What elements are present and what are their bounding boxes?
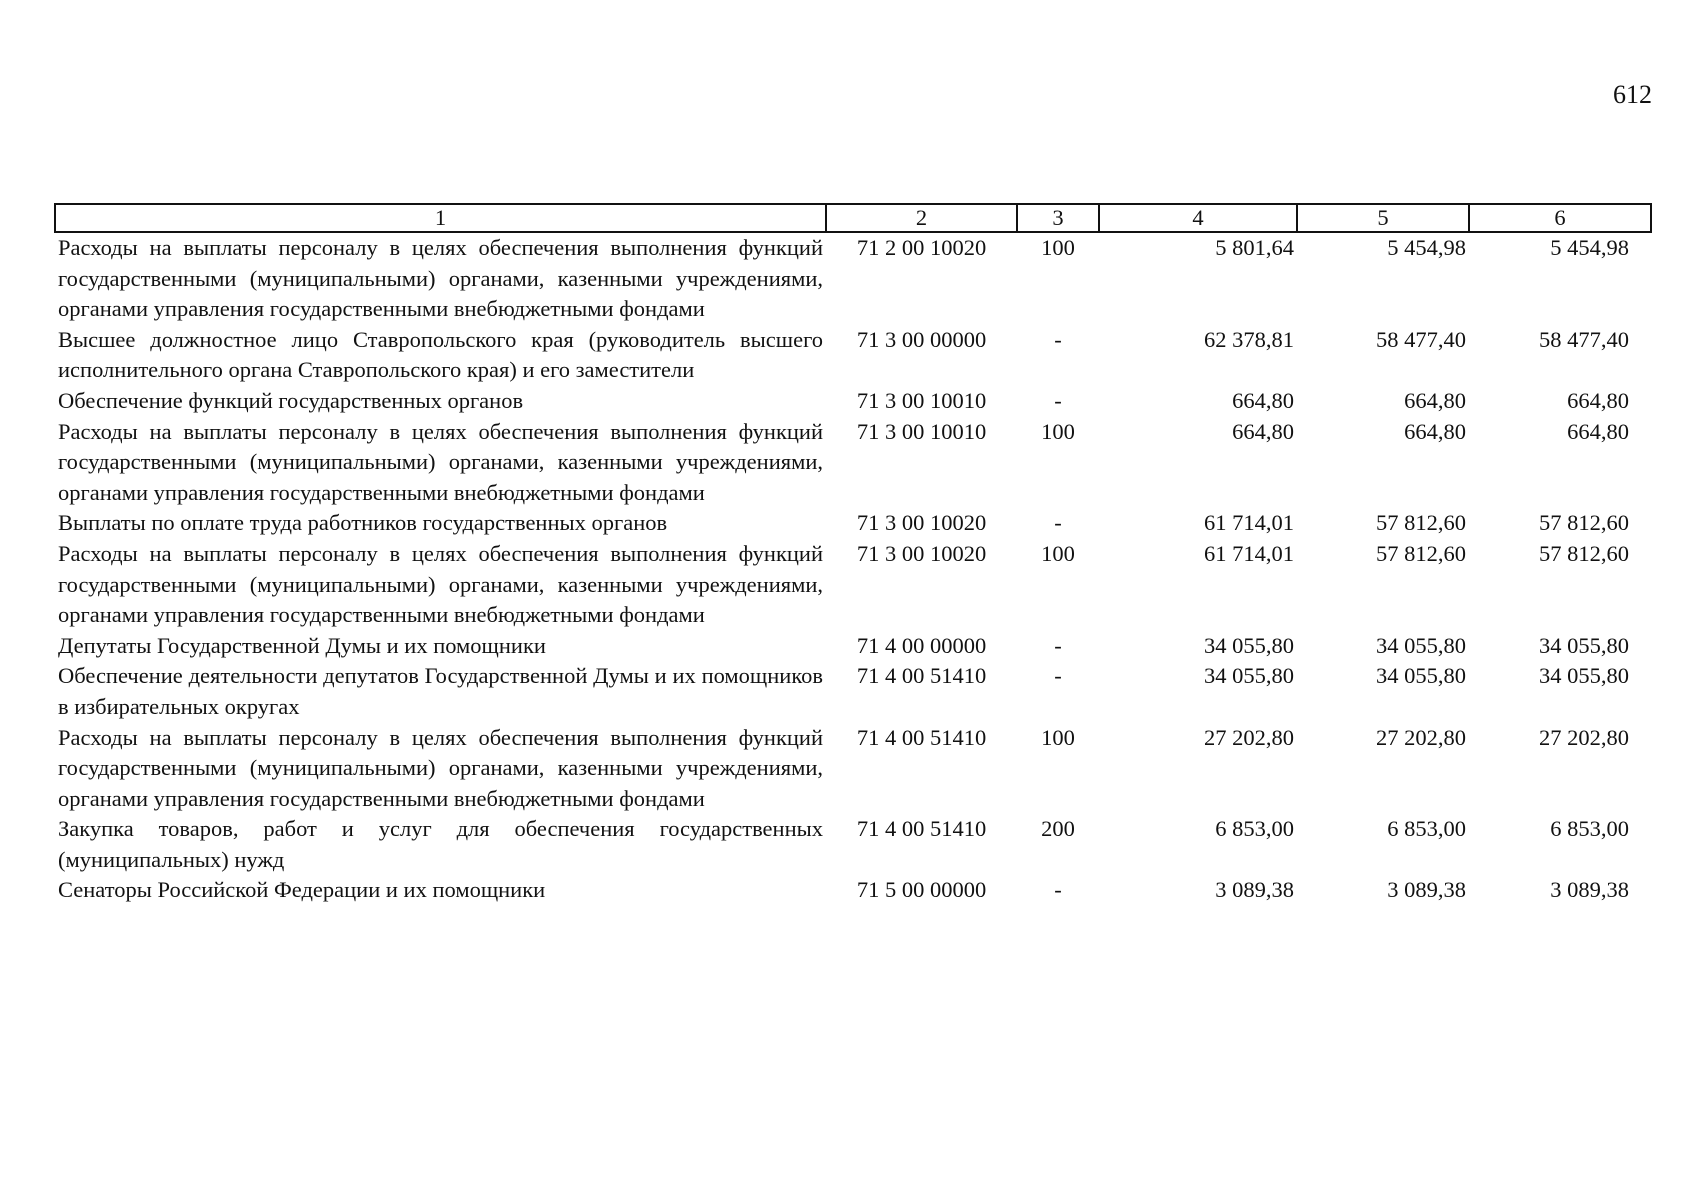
row-value-6: 34 055,80 [1539,663,1629,689]
table-row [55,661,1651,722]
row-value-4: 6 853,00 [1215,816,1294,842]
row-expense-type: 100 [1041,540,1075,566]
column-header-4: 4 [1099,204,1297,232]
row-code: 71 2 00 10020 [856,235,987,260]
row-name: Расходы на выплаты персоналу в целях обеспечения выполнения функций государственными (муниципальными) органами, казенными учреждениями, органами управления государственными внебюджетными фондами [58,418,823,505]
row-expense-type: - [1054,510,1062,536]
column-header-2: 2 [826,204,1017,232]
row-expense-type: 100 [1041,235,1075,260]
row-value-4: 664,80 [1232,387,1294,413]
table-row [55,631,1651,662]
table-row [55,539,1651,631]
column-header-6: 6 [1469,204,1651,232]
row-code: 71 3 00 10020 [856,540,987,566]
row-value-6: 34 055,80 [1539,632,1629,658]
column-number-header-row [55,204,1651,232]
row-value-6: 57 812,60 [1539,540,1629,566]
row-code: 71 3 00 10020 [856,510,987,536]
row-expense-type: 100 [1041,418,1075,444]
row-value-5: 664,80 [1404,387,1466,413]
column-header-3: 3 [1017,204,1099,232]
row-code: 71 3 00 10010 [856,387,987,413]
row-expense-type: 200 [1041,816,1075,842]
row-value-4: 27 202,80 [1204,724,1294,750]
row-code: 71 4 00 51410 [856,663,987,689]
row-name: Выплаты по оплате труда работников государственных органов [58,510,668,536]
table-row [55,508,1651,539]
row-value-6: 57 812,60 [1539,510,1629,536]
row-value-5: 57 812,60 [1376,510,1466,536]
row-name: Расходы на выплаты персоналу в целях обеспечения выполнения функций государственными (муниципальными) органами, казенными учреждениями, органами управления государственными внебюджетными фондами [58,235,823,322]
table-row [55,814,1651,875]
row-name: Расходы на выплаты персоналу в целях обеспечения выполнения функций государственными (муниципальными) органами, казенными учреждениями, органами управления государственными внебюджетными фондами [58,724,823,811]
row-value-5: 3 089,38 [1387,877,1466,903]
row-code: 71 4 00 51410 [856,724,987,750]
row-value-4: 62 378,81 [1204,326,1294,352]
row-value-4: 61 714,01 [1204,540,1294,566]
row-value-6: 664,80 [1567,418,1629,444]
row-name: Сенаторы Российской Федерации и их помощники [58,877,546,903]
row-value-5: 58 477,40 [1376,326,1466,352]
row-expense-type: 100 [1041,724,1075,750]
table-row [55,232,1651,325]
row-value-5: 27 202,80 [1376,724,1466,750]
row-value-6: 27 202,80 [1539,724,1629,750]
table-row [55,386,1651,417]
row-name: Высшее должностное лицо Ставропольского края (руководитель высшего исполнительного органа Ставропольского края) и его заместители [58,326,823,383]
table-row [55,417,1651,509]
row-value-6: 6 853,00 [1550,816,1629,842]
row-value-4: 61 714,01 [1204,510,1294,536]
row-expense-type: - [1054,387,1062,413]
row-value-5: 6 853,00 [1387,816,1466,842]
row-name: Обеспечение функций государственных органов [58,387,524,413]
row-value-4: 5 801,64 [1215,235,1294,260]
row-value-6: 3 089,38 [1550,877,1629,903]
row-value-4: 34 055,80 [1204,632,1294,658]
row-value-6: 58 477,40 [1539,326,1629,352]
row-code: 71 5 00 00000 [856,877,987,903]
row-value-6: 5 454,98 [1550,235,1629,260]
row-name: Депутаты Государственной Думы и их помощники [58,632,546,658]
row-code: 71 4 00 00000 [856,632,987,658]
table-row [55,875,1651,906]
column-header-1: 1 [55,204,826,232]
row-value-4: 34 055,80 [1204,663,1294,689]
row-value-5: 34 055,80 [1376,663,1466,689]
column-header-5: 5 [1297,204,1469,232]
row-value-5: 57 812,60 [1376,540,1466,566]
table-row [55,325,1651,386]
row-expense-type: - [1054,877,1062,903]
row-name: Расходы на выплаты персоналу в целях обеспечения выполнения функций государственными (муниципальными) органами, казенными учреждениями, органами управления государственными внебюджетными фондами [58,540,823,628]
row-expense-type: - [1054,632,1062,658]
row-value-6: 664,80 [1567,387,1629,413]
row-name: Закупка товаров, работ и услуг для обеспечения государственных (муниципальных) нужд [58,816,823,872]
row-code: 71 3 00 00000 [856,326,987,352]
row-code: 71 3 00 10010 [856,418,987,444]
table-row [55,723,1651,815]
row-value-5: 664,80 [1404,418,1466,444]
row-value-4: 664,80 [1232,418,1294,444]
row-value-5: 5 454,98 [1387,235,1466,260]
row-value-5: 34 055,80 [1376,632,1466,658]
row-code: 71 4 00 51410 [856,816,987,842]
row-value-4: 3 089,38 [1215,877,1294,903]
row-expense-type: - [1054,663,1062,689]
budget-table [54,203,1652,906]
row-expense-type: - [1054,326,1062,352]
page-number: 612 [1613,80,1652,109]
row-name: Обеспечение деятельности депутатов Государственной Думы и их помощников в избирательных округах [58,663,823,719]
